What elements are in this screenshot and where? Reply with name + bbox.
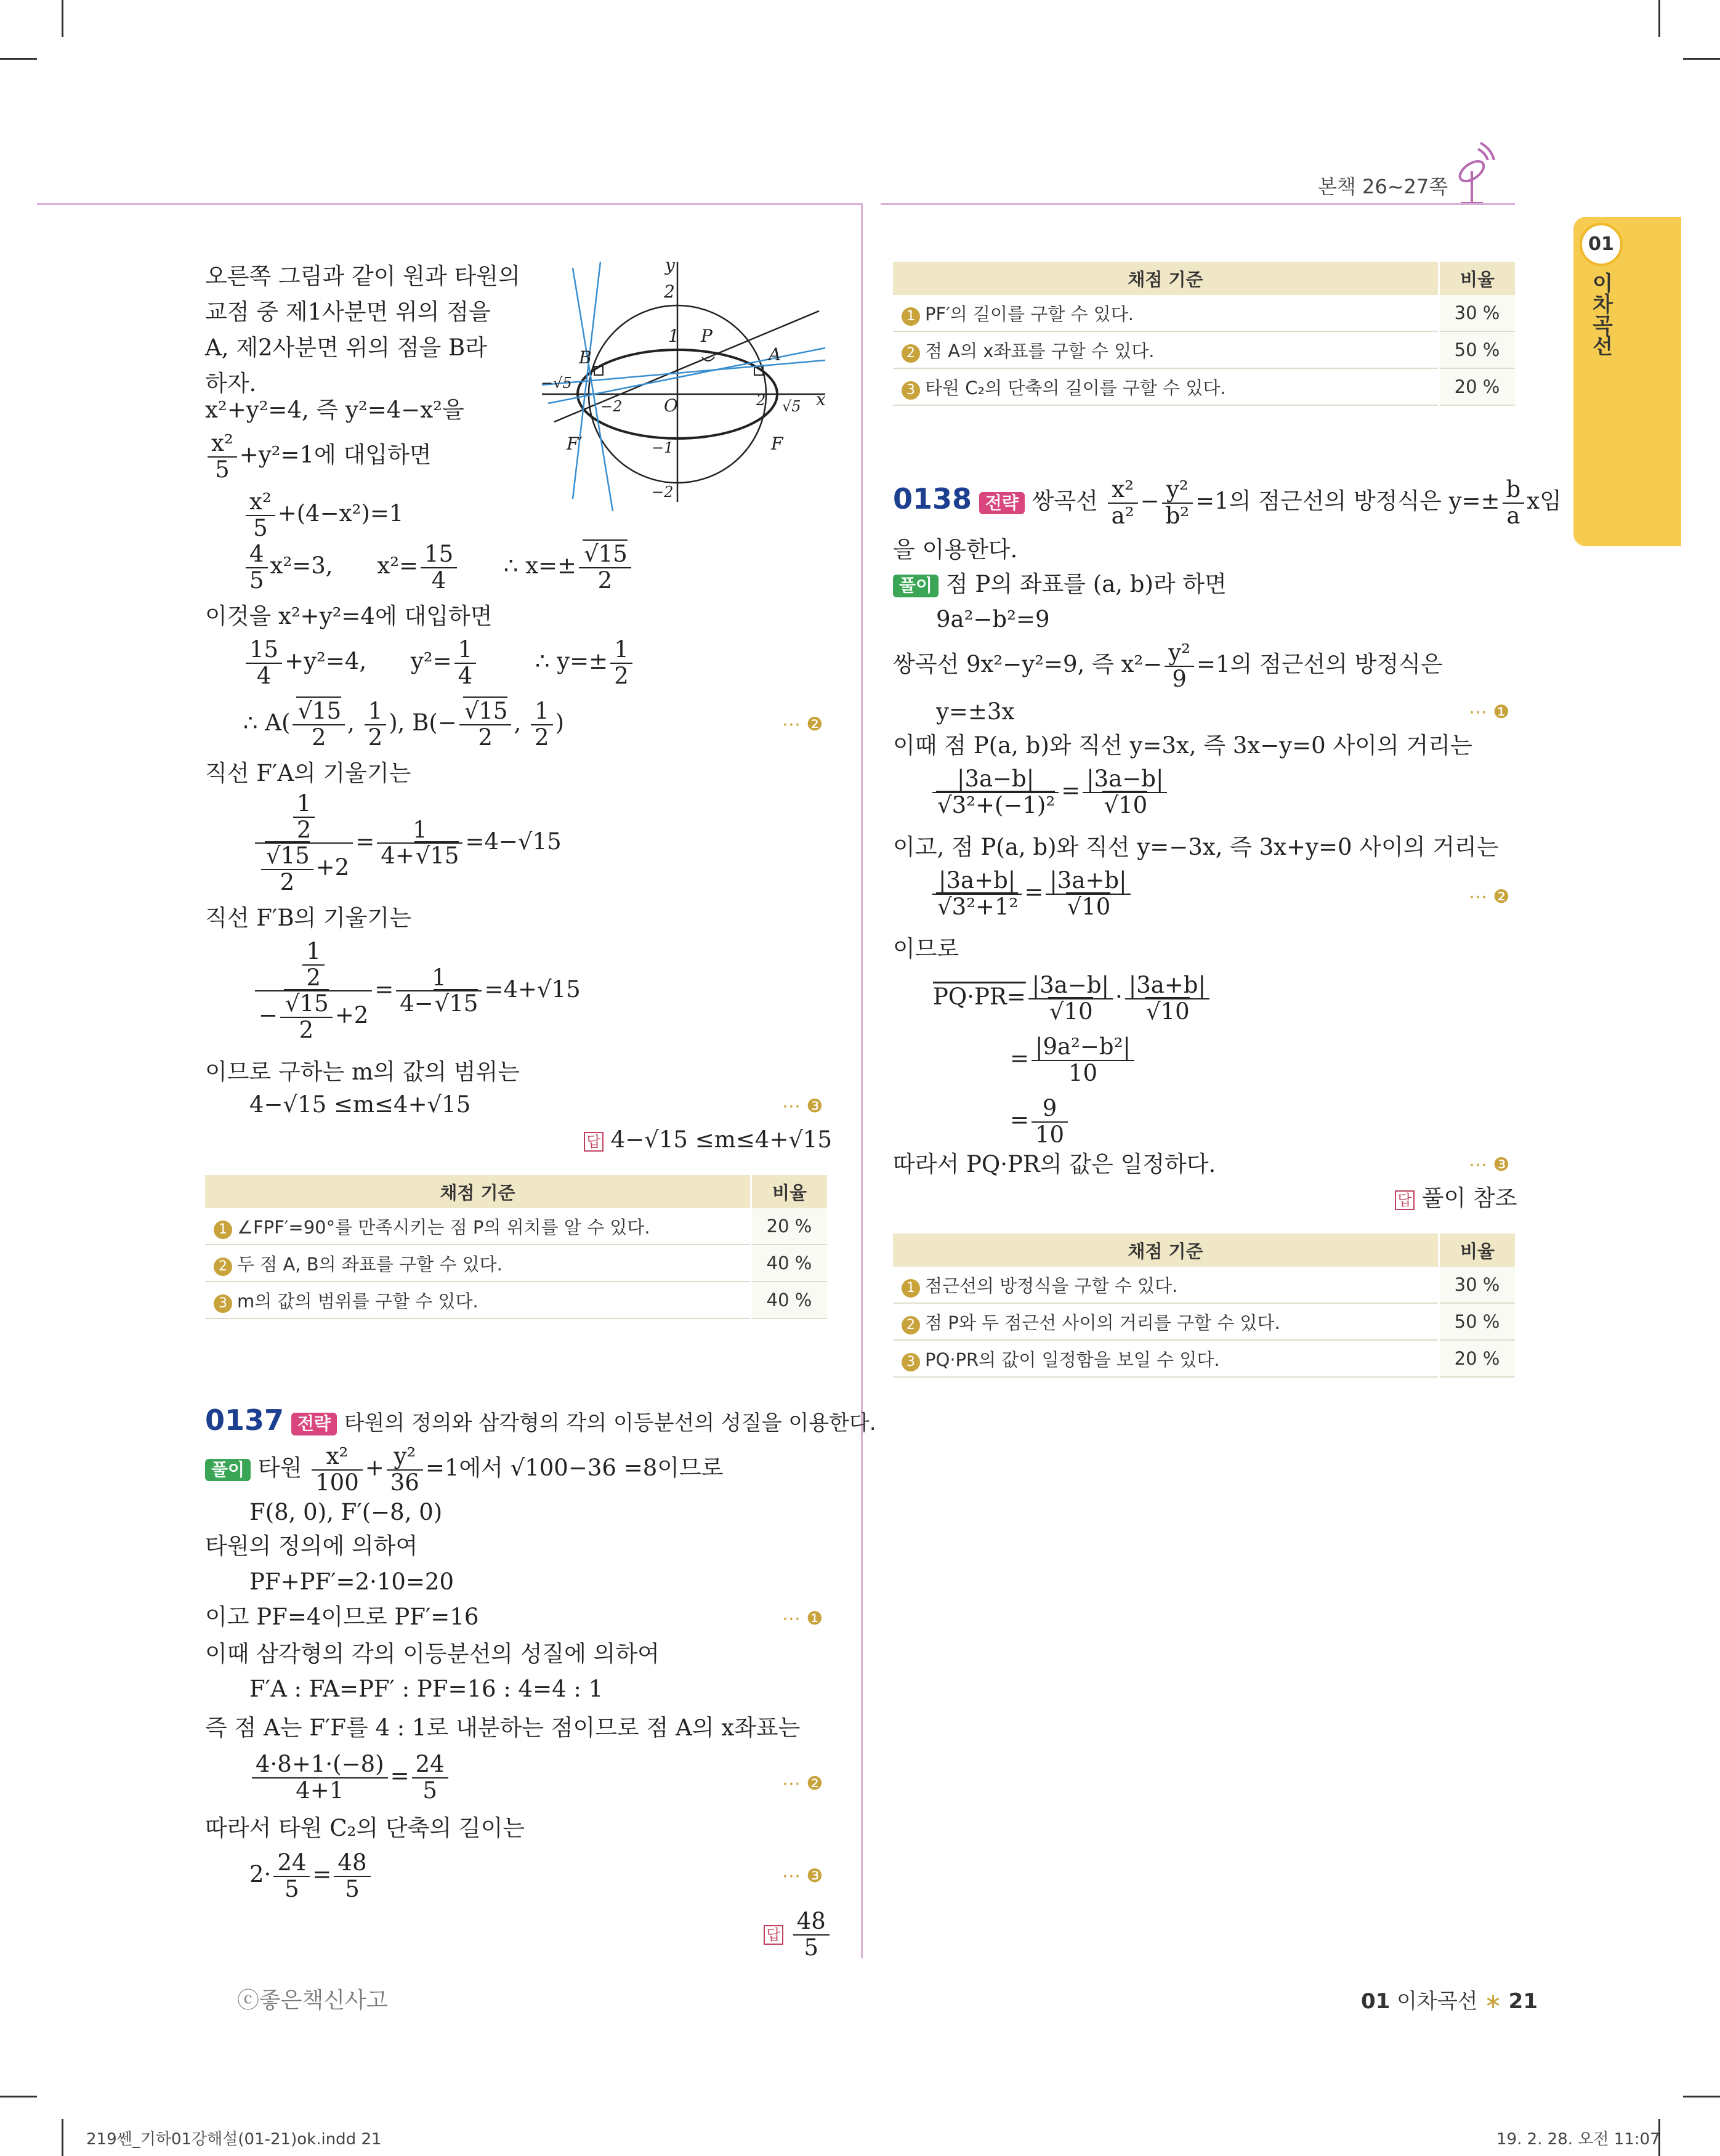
crop-mark bbox=[1683, 2096, 1720, 2097]
intro-line: A, 제2사분면 위의 점을 B라 bbox=[205, 334, 487, 361]
step-text: x²+y²=4, 즉 y²=4−x²을 bbox=[205, 397, 464, 423]
step-line: $\frac{4\cdot 8+1\cdot(-8)}{4+1}$ = $\frac{24}{5}$ bbox=[249, 1752, 451, 1803]
answer-icon: 답 bbox=[1395, 1190, 1415, 1210]
strategy-badge: 전략 bbox=[291, 1413, 337, 1435]
step-text: 4−√15 ≤m≤4+√15 bbox=[249, 1091, 471, 1118]
crop-mark bbox=[1658, 0, 1660, 37]
copyright: ⓒ좋은책신사고 bbox=[237, 1988, 388, 2013]
grading-table-0138: 채점 기준 비율 1 점근선의 방정식을 구할 수 있다. 30 % 2 점 P와 두 점근선 사이의 거리를 구할 수 있다. 50 % 3 PQ·PR의 값이 일정함을 보일 수 있다. 20 % bbox=[893, 1233, 1515, 1378]
page-reference: 본책 26~27쪽 bbox=[1318, 175, 1448, 198]
tick-label: −1 bbox=[652, 439, 674, 456]
table-row: 2 두 점 A, B의 좌표를 구할 수 있다. 40 % bbox=[205, 1245, 827, 1282]
step-marker: ⋯ ❷ bbox=[1469, 886, 1510, 908]
header-rule-left bbox=[37, 203, 862, 205]
step-marker: ⋯ ❸ bbox=[782, 1865, 823, 1887]
table-row: 1 점근선의 방정식을 구할 수 있다. 30 % bbox=[893, 1267, 1515, 1303]
table-row: 2 점 A의 x좌표를 구할 수 있다. 50 % bbox=[893, 331, 1515, 368]
grading-table-0137: 채점 기준 비율 1 PF′의 길이를 구할 수 있다. 30 % 2 점 A의 x좌표를 구할 수 있다. 50 % 3 타원 C₂의 단축의 길이를 구할 수 있다. 20 % bbox=[893, 262, 1515, 406]
step-line: 풀이 타원 $\frac{\text{x²}}{100}$ + $\frac{\text{y²}}{36}$ =1에서 √100−36 =8이므로 bbox=[205, 1444, 723, 1495]
step-line: $\frac{\text{x²}}{5}$ +y²=1에 대입하면 bbox=[205, 431, 431, 482]
step-line: PQ·PR= |3a−b| √ 10 · |3a+b| √ 10 bbox=[933, 973, 1212, 1024]
point-label: B bbox=[579, 347, 592, 368]
strategy-text: 타원의 정의와 삼각형의 각의 이등분선의 성질을 이용한다. bbox=[344, 1411, 876, 1435]
step-marker: ⋯ ❸ bbox=[782, 1096, 823, 1117]
tick-label: −2 bbox=[652, 483, 674, 501]
solution-badge: 풀이 bbox=[205, 1459, 251, 1481]
crop-mark bbox=[62, 0, 63, 37]
file-name: 219쎈_기하01강해설(01-21)ok.indd 21 bbox=[86, 2130, 382, 2149]
problem-0137-heading bbox=[205, 1404, 876, 1437]
problem-number: 0137 bbox=[205, 1403, 285, 1437]
answer-line: 답 4−√15 ≤m≤4+√15 bbox=[584, 1127, 832, 1153]
table-row: 1 ∠FPF′=90°를 만족시키는 점 P의 위치를 알 수 있다. 20 % bbox=[205, 1208, 827, 1245]
print-date: 19. 2. 28. 오전 11:07 bbox=[1496, 2130, 1660, 2149]
step-text: 타원의 정의에 의하여 bbox=[205, 1533, 418, 1559]
step-line: = $\frac{\text{|9a²−b²|}}{10}$ bbox=[1010, 1035, 1137, 1086]
step-line: $\frac{15}{4}$ +y²=4, y²= $\frac{1}{4}$ ∴ y=± $\frac{1}{2}$ bbox=[243, 637, 635, 688]
step-marker: ⋯ ❶ bbox=[1469, 701, 1510, 723]
step-text: 이므로 bbox=[893, 935, 959, 962]
grading-table-0136: 채점 기준 비율 1 ∠FPF′=90°를 만족시키는 점 P의 위치를 알 수 있다. 20 % 2 두 점 A, B의 좌표를 구할 수 있다. 40 % 3 m의 값의 범위를 구할 수 있다. 40 % bbox=[205, 1175, 827, 1319]
crop-mark bbox=[1683, 58, 1720, 60]
step-text: 이고, 점 P(a, b)와 직선 y=−3x, 즉 3x+y=0 사이의 거리는 bbox=[893, 834, 1499, 860]
table-row: 3 PQ·PR의 값이 일정함을 보일 수 있다. 20 % bbox=[893, 1340, 1515, 1377]
step-text: 이때 삼각형의 각의 이등분선의 성질에 의하여 bbox=[205, 1641, 660, 1667]
tick-label: 1 bbox=[668, 326, 679, 346]
step-line: 쌍곡선 9x²−y²=9, 즉 x²− $\frac{\text{y²}}{9}$ =1의 점근선의 방정식은 bbox=[893, 639, 1443, 692]
table-row: 2 점 P와 두 점근선 사이의 거리를 구할 수 있다. 50 % bbox=[893, 1303, 1515, 1340]
intro-line: 오른쪽 그림과 같이 원과 타원의 bbox=[205, 263, 520, 289]
tick-label: 2 bbox=[664, 281, 675, 302]
chapter-title: 이차곡선 bbox=[1588, 272, 1613, 356]
step-text: 따라서 PQ·PR의 값은 일정하다. bbox=[893, 1151, 1216, 1177]
point-label: A bbox=[769, 344, 781, 365]
tick-label: −√5 bbox=[541, 374, 572, 392]
step-text: F(8, 0), F′(−8, 0) bbox=[249, 1499, 443, 1525]
answer-line: 답 $\frac{48}{5}$ bbox=[764, 1909, 832, 1960]
solution-badge: 풀이 bbox=[893, 575, 939, 597]
answer-line: 답 풀이 참조 bbox=[1395, 1185, 1517, 1212]
problem-0138-heading: 0138 전략 쌍곡선 $\frac{\text{x²}}{\text{a²}}$ − $\frac{\text{y²}}{\text{b²}}$ =1의 점근선의 방정식은 y=± $\frac{b}{a}$ x임 bbox=[893, 476, 1562, 529]
step-text: 이고 PF=4이므로 PF′=16 bbox=[205, 1604, 479, 1630]
point-label: P bbox=[701, 326, 713, 346]
crop-mark bbox=[0, 58, 37, 60]
origin-label: O bbox=[664, 395, 678, 416]
step-marker: ⋯ ❶ bbox=[782, 1608, 823, 1629]
step-text: 이므로 구하는 m의 값의 범위는 bbox=[205, 1059, 520, 1085]
step-text: y=±3x bbox=[936, 698, 1015, 725]
step-line: 풀이 점 P의 좌표를 (a, b)라 하면 bbox=[893, 571, 1227, 598]
step-text: 이때 점 P(a, b)와 직선 y=3x, 즉 3x−y=0 사이의 거리는 bbox=[893, 732, 1472, 759]
step-line: |3a−b| √ 3²+(−1)² = |3a−b| √ 10 bbox=[930, 767, 1169, 818]
step-text: 9a²−b²=9 bbox=[936, 606, 1050, 632]
focus-label: F bbox=[771, 434, 783, 454]
answer-icon: 답 bbox=[584, 1132, 604, 1152]
column-divider bbox=[861, 203, 863, 1958]
step-text: F′A : FA=PF′ : PF=16 : 4=4 : 1 bbox=[249, 1676, 604, 1702]
step-marker: ⋯ ❷ bbox=[782, 714, 823, 735]
step-line: = $\frac{9}{10}$ bbox=[1010, 1096, 1070, 1147]
y-label: y bbox=[665, 256, 675, 275]
step-line: 2· $\frac{24}{5}$ = $\frac{48}{5}$ bbox=[249, 1851, 373, 1902]
step-text: 따라서 타원 C₂의 단축의 길이는 bbox=[205, 1815, 525, 1841]
step-line: $\frac{1}{2}$ − √ $\frac{15}{2}$ +2 = $\frac{1}{4-√ 15}$ =4+√15 bbox=[252, 939, 581, 1043]
step-text: 을 이용한다. bbox=[893, 536, 1018, 563]
step-line: |3a+b| √ 3²+1² = |3a+b| √ 10 bbox=[930, 868, 1133, 919]
crop-mark bbox=[62, 2119, 63, 2156]
problem-number: 0138 bbox=[893, 482, 972, 516]
step-text: 직선 F′B의 기울기는 bbox=[205, 905, 411, 931]
chapter-number: 01 bbox=[1580, 223, 1623, 266]
answer-icon: 답 bbox=[764, 1925, 783, 1945]
chapter-side-tab bbox=[1573, 217, 1681, 546]
satellite-icon bbox=[1447, 142, 1496, 209]
intro-line: 하자. bbox=[205, 370, 257, 397]
table-row: 3 타원 C₂의 단축의 길이를 구할 수 있다. 20 % bbox=[893, 368, 1515, 405]
circle-ellipse-graph bbox=[536, 256, 831, 514]
table-row: 3 m의 값의 범위를 구할 수 있다. 40 % bbox=[205, 1282, 827, 1318]
crop-mark bbox=[0, 2096, 37, 2097]
step-line: ∴ A( √ $\frac{15}{2}$ , $\frac{1}{2}$ ), B(− √ $\frac{15}{2}$ , $\frac{1}{2}$ ) bbox=[243, 699, 564, 750]
step-marker: ⋯ ❸ bbox=[1469, 1154, 1510, 1176]
table-row: 1 PF′의 길이를 구할 수 있다. 30 % bbox=[893, 295, 1515, 331]
step-text: 이것을 x²+y²=4에 대입하면 bbox=[205, 603, 493, 629]
header-rule-right bbox=[881, 203, 1515, 205]
step-text: 즉 점 A는 F′F를 4 : 1로 내분하는 점이므로 점 A의 x좌표는 bbox=[205, 1714, 801, 1741]
intro-line: 교점 중 제1사분면 위의 점을 bbox=[205, 299, 491, 325]
intro-text bbox=[205, 259, 520, 402]
step-marker: ⋯ ❷ bbox=[782, 1773, 823, 1795]
step-line: $\frac{\text{x²}}{5}$ +(4−x²)=1 bbox=[243, 490, 403, 541]
tick-label: √5 bbox=[782, 398, 801, 415]
x-label: x bbox=[816, 389, 826, 410]
focus-label: F′ bbox=[567, 434, 583, 454]
tick-label: 2 bbox=[756, 392, 766, 409]
step-line: $\frac{4}{5}$ x²=3, x²= $\frac{15}{4}$ ∴ x=± √ $\frac{15}{2}$ bbox=[243, 542, 634, 593]
step-text: 직선 F′A의 기울기는 bbox=[205, 760, 411, 786]
step-line: $\frac{1}{2}$ √ $\frac{15}{2}$ +2 = $\frac{1}{4+√ 15}$ =4−√15 bbox=[252, 791, 562, 895]
strategy-badge: 전략 bbox=[979, 492, 1025, 514]
page-footer: 01 이차곡선 ∗ 21 bbox=[1361, 1989, 1538, 2014]
tick-label: −2 bbox=[600, 398, 623, 415]
step-text: PF+PF′=2·10=20 bbox=[249, 1569, 454, 1595]
